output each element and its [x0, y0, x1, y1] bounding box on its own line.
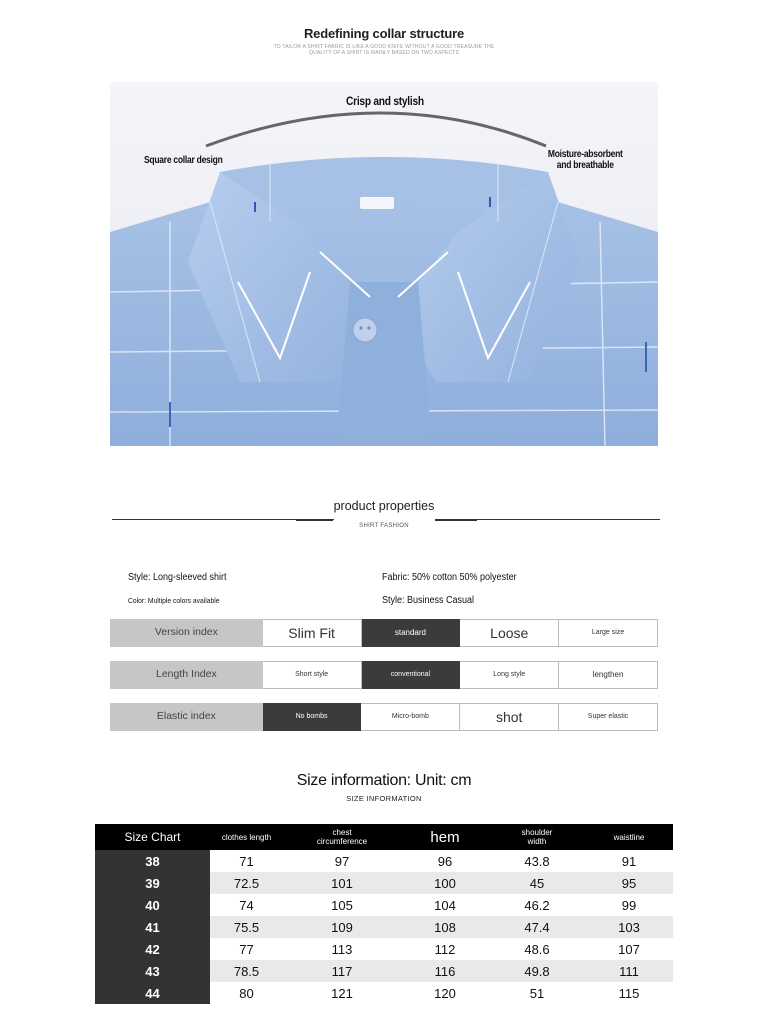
- length-cell: 71: [210, 850, 283, 872]
- size-cell: 42: [95, 938, 210, 960]
- size-information-title: Size information: Unit: cm: [296, 772, 472, 789]
- size-cell: 41: [95, 916, 210, 938]
- length-index-row: [110, 661, 658, 689]
- header-size-chart: Size Chart: [95, 824, 210, 850]
- length-cell: 78.5: [210, 960, 283, 982]
- divider-right-accent: [435, 519, 477, 521]
- size-cell: 44: [95, 982, 210, 1004]
- size-cell: 38: [95, 850, 210, 872]
- hem-cell: 108: [401, 916, 489, 938]
- moisture-absorbent-label: [547, 149, 624, 171]
- table-row: [95, 916, 673, 938]
- crisp-stylish-label: Crisp and stylish: [346, 94, 424, 108]
- table-row: [95, 850, 673, 872]
- header-chest-line-2: circumference: [316, 837, 368, 846]
- hem-cell: 116: [401, 960, 489, 982]
- length-cell: 77: [210, 938, 283, 960]
- header-chest-line-1: chest: [332, 828, 352, 837]
- product-properties-subtitle: SHIRT FASHION: [359, 523, 409, 529]
- waist-cell: 107: [585, 938, 673, 960]
- shoulder-cell: 47.4: [489, 916, 585, 938]
- size-chart-table: [95, 824, 673, 1004]
- header-clothes-length: clothes length: [210, 824, 283, 850]
- version-option-slim-fit: Slim Fit: [263, 619, 362, 647]
- header-shoulder-line-2: width: [527, 837, 547, 846]
- elastic-option-micro-bomb: Micro-bomb: [361, 703, 460, 731]
- chest-cell: 113: [283, 938, 401, 960]
- length-cell: 72.5: [210, 872, 283, 894]
- moisture-label-line-2: and breathable: [556, 160, 614, 171]
- elastic-option-super-elastic: Super elastic: [559, 703, 658, 731]
- table-row: [95, 982, 673, 1004]
- header-shoulder-width: [489, 824, 585, 850]
- length-option-lengthen: lengthen: [559, 661, 658, 689]
- color-property: Color: Multiple colors available: [128, 596, 220, 605]
- hem-cell: 104: [401, 894, 489, 916]
- style2-property: Style: Business Casual: [382, 595, 475, 606]
- chest-cell: 121: [283, 982, 401, 1004]
- hem-cell: 112: [401, 938, 489, 960]
- length-cell: 74: [210, 894, 283, 916]
- elastic-index-row: [110, 703, 658, 731]
- fabric-property: Fabric: 50% cotton 50% polyester: [382, 572, 517, 583]
- length-option-short-style: Short style: [263, 661, 362, 689]
- size-cell: 39: [95, 872, 210, 894]
- version-index-label: Version index: [110, 619, 263, 647]
- collar-subtitle-line-1: TO TAILOR A SHIRT FABRIC IS LIKE A GOOD KNIFE WITHOUT A GOOD TREASURE THE: [273, 44, 495, 50]
- hem-cell: 120: [401, 982, 489, 1004]
- version-option-loose: Loose: [460, 619, 559, 647]
- hem-cell: 96: [401, 850, 489, 872]
- collar-section-title: Redefining collar structure: [303, 26, 465, 41]
- waist-cell: 103: [585, 916, 673, 938]
- collar-illustration: [110, 82, 658, 446]
- length-option-long-style: Long style: [460, 661, 559, 689]
- square-collar-label: Square collar design: [144, 155, 223, 166]
- version-index-row: [110, 619, 658, 647]
- waist-cell: 111: [585, 960, 673, 982]
- header-chest-circumference: [283, 824, 401, 850]
- length-option-conventional: conventional: [362, 661, 461, 689]
- table-row: [95, 938, 673, 960]
- elastic-option-shot: shot: [460, 703, 559, 731]
- hem-cell: 100: [401, 872, 489, 894]
- divider-left-accent: [296, 519, 333, 521]
- collar-subtitle-line-2: QUALITY OF A SHIRT IS MAINLY BASED ON TWO ASPECTS: [308, 50, 460, 56]
- moisture-label-line-1: Moisture-absorbent: [547, 149, 623, 160]
- chest-cell: 117: [283, 960, 401, 982]
- collar-section-subtitle: [234, 44, 534, 56]
- shoulder-cell: 48.6: [489, 938, 585, 960]
- style-property: Style: Long-sleeved shirt: [128, 572, 227, 583]
- table-row: [95, 872, 673, 894]
- product-properties-title: product properties: [333, 499, 435, 513]
- shoulder-cell: 46.2: [489, 894, 585, 916]
- waist-cell: 91: [585, 850, 673, 872]
- size-information-subtitle: SIZE INFORMATION: [346, 794, 422, 803]
- header-hem: hem: [401, 824, 489, 850]
- length-index-label: Length Index: [110, 661, 263, 689]
- table-row: [95, 960, 673, 982]
- table-row: [95, 894, 673, 916]
- shoulder-cell: 45: [489, 872, 585, 894]
- waist-cell: 99: [585, 894, 673, 916]
- chest-cell: 97: [283, 850, 401, 872]
- shoulder-cell: 51: [489, 982, 585, 1004]
- header-waistline: waistline: [585, 824, 673, 850]
- chest-cell: 109: [283, 916, 401, 938]
- elastic-option-no-bombs: No bombs: [263, 703, 362, 731]
- length-cell: 80: [210, 982, 283, 1004]
- version-option-standard: standard: [362, 619, 461, 647]
- size-cell: 43: [95, 960, 210, 982]
- size-table-header: [95, 824, 673, 850]
- waist-cell: 95: [585, 872, 673, 894]
- shoulder-cell: 49.8: [489, 960, 585, 982]
- header-shoulder-line-1: shoulder: [521, 828, 553, 837]
- waist-cell: 115: [585, 982, 673, 1004]
- chest-cell: 105: [283, 894, 401, 916]
- size-cell: 40: [95, 894, 210, 916]
- chest-cell: 101: [283, 872, 401, 894]
- elastic-index-label: Elastic index: [110, 703, 263, 731]
- shoulder-cell: 43.8: [489, 850, 585, 872]
- collar-photo: [110, 82, 658, 446]
- version-option-large-size: Large size: [559, 619, 658, 647]
- length-cell: 75.5: [210, 916, 283, 938]
